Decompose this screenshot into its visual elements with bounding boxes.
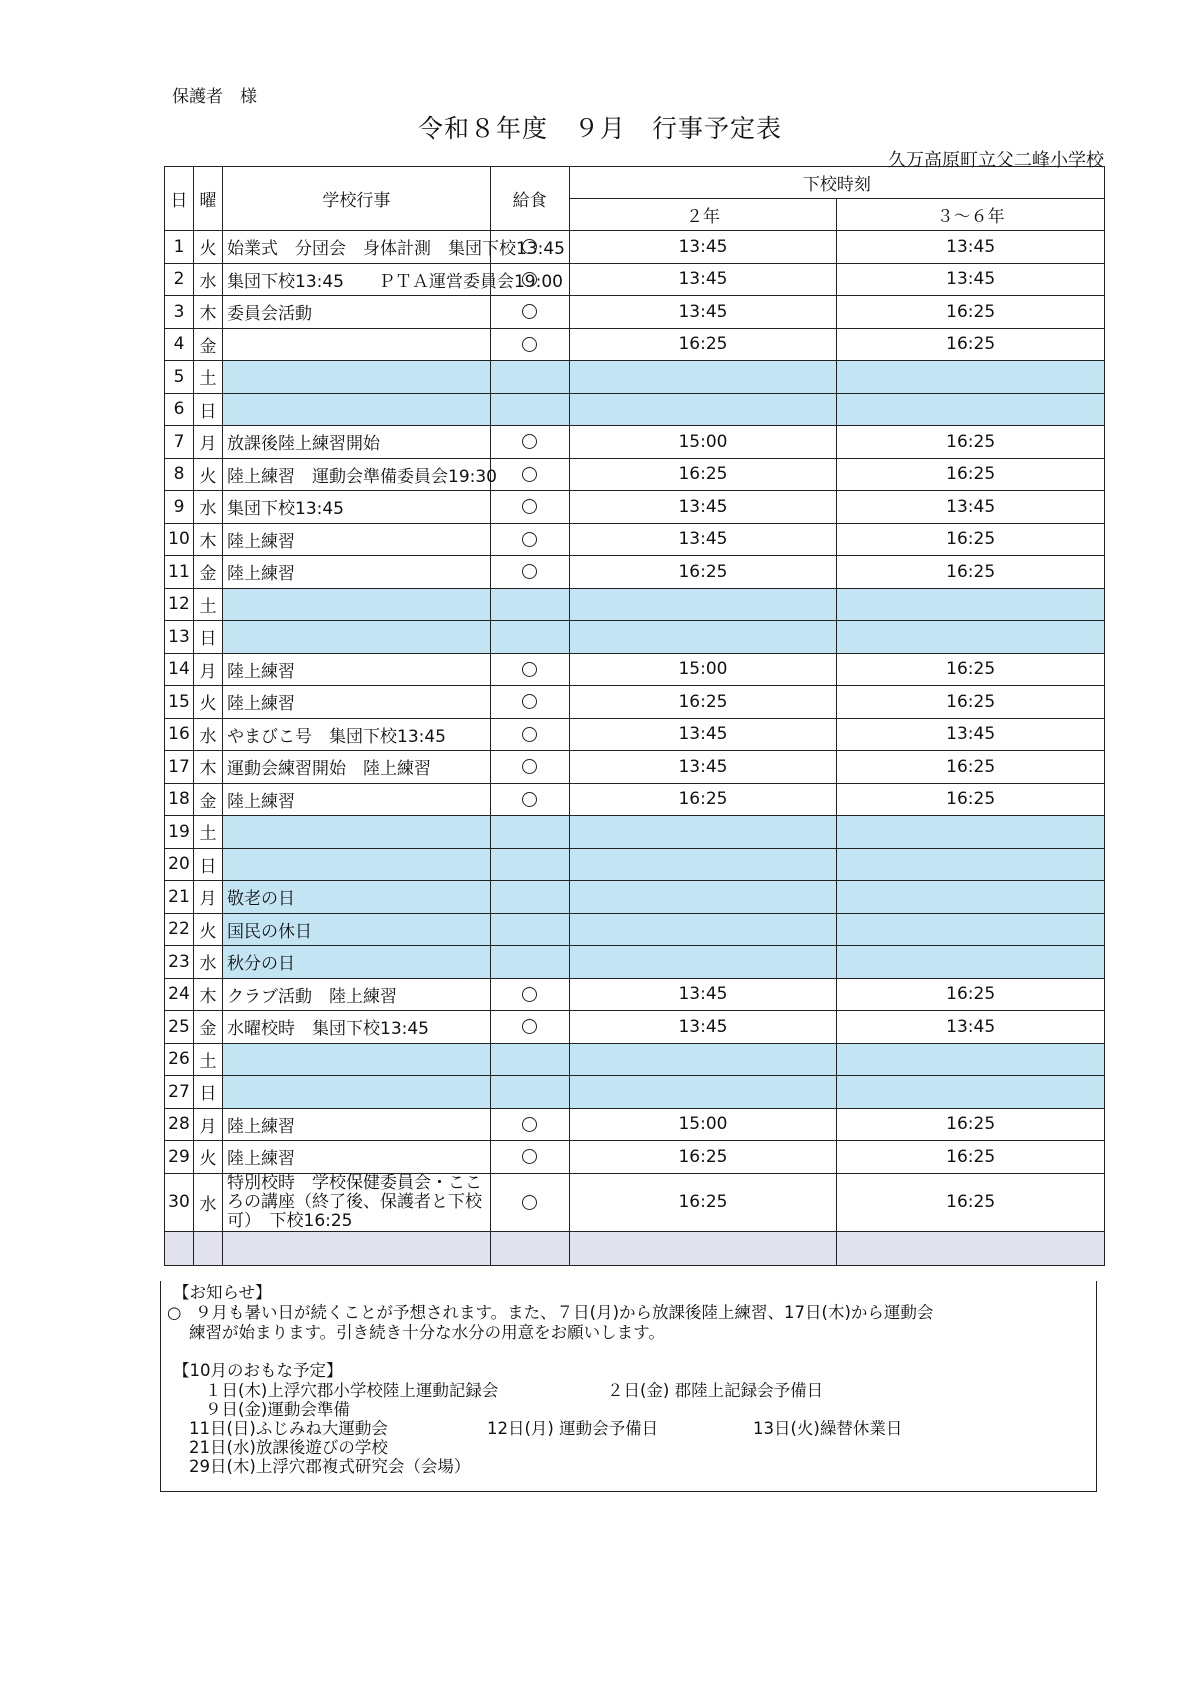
row-time-grade2: 13:45 — [569, 296, 837, 329]
row-event: 陸上練習 — [223, 523, 491, 556]
schedule-row — [165, 491, 1105, 524]
schedule-row — [165, 783, 1105, 816]
row-lunch — [490, 1011, 569, 1044]
lunch-circle-icon — [522, 792, 537, 807]
row-lunch — [490, 816, 569, 849]
row-time-grade3-6: 16:25 — [837, 1141, 1105, 1174]
row-event: 委員会活動 — [223, 296, 491, 329]
lunch-circle-icon — [522, 987, 537, 1002]
row-time-grade2: 16:25 — [569, 783, 837, 816]
blank-cell — [837, 1231, 1105, 1265]
row-day: 8 — [165, 458, 194, 491]
row-event: 集団下校13:45 — [223, 491, 491, 524]
row-time-grade2: 13:45 — [569, 751, 837, 784]
row-time-grade2 — [569, 913, 837, 946]
schedule-row — [165, 621, 1105, 654]
row-time-grade3-6: 16:25 — [837, 458, 1105, 491]
row-time-grade2 — [569, 393, 837, 426]
row-time-grade3-6: 13:45 — [837, 263, 1105, 296]
row-lunch — [490, 556, 569, 589]
row-lunch — [490, 653, 569, 686]
schedule-row — [165, 978, 1105, 1011]
row-time-grade2: 15:00 — [569, 426, 837, 459]
row-weekday: 日 — [194, 393, 223, 426]
lunch-circle-icon — [522, 337, 537, 352]
row-time-grade3-6: 13:45 — [837, 491, 1105, 524]
blank-cell — [490, 1231, 569, 1265]
schedule-row — [165, 263, 1105, 296]
row-day: 6 — [165, 393, 194, 426]
october-item: １日(木)上浮穴郡小学校陸上運動記録会 — [205, 1381, 499, 1400]
row-event — [223, 1076, 491, 1109]
header-events: 学校行事 — [223, 167, 491, 231]
row-event: 始業式 分団会 身体計測 集団下校13:45 — [223, 231, 491, 264]
row-weekday: 火 — [194, 1141, 223, 1174]
row-time-grade2: 13:45 — [569, 718, 837, 751]
row-weekday: 木 — [194, 523, 223, 556]
october-item: 29日(木)上浮穴郡複式研究会（会場） — [189, 1457, 471, 1476]
row-time-grade3-6: 16:25 — [837, 523, 1105, 556]
row-time-grade3-6 — [837, 881, 1105, 914]
row-event: 運動会練習開始 陸上練習 — [223, 751, 491, 784]
row-lunch — [490, 848, 569, 881]
row-lunch — [490, 491, 569, 524]
row-time-grade3-6 — [837, 621, 1105, 654]
schedule-row — [165, 1173, 1105, 1231]
row-time-grade3-6 — [837, 588, 1105, 621]
row-weekday: 金 — [194, 328, 223, 361]
row-lunch — [490, 783, 569, 816]
lunch-circle-icon — [522, 564, 537, 579]
row-day: 19 — [165, 816, 194, 849]
october-item: ２日(金) 郡陸上記録会予備日 — [607, 1381, 824, 1400]
row-weekday: 水 — [194, 491, 223, 524]
row-day: 16 — [165, 718, 194, 751]
lunch-circle-icon — [522, 532, 537, 547]
row-lunch — [490, 718, 569, 751]
header-weekday: 曜 — [194, 167, 223, 231]
schedule-row — [165, 523, 1105, 556]
row-event — [223, 816, 491, 849]
row-event: 陸上練習 運動会準備委員会19:30 — [223, 458, 491, 491]
row-time-grade3-6 — [837, 848, 1105, 881]
schedule-row — [165, 946, 1105, 979]
row-time-grade3-6 — [837, 361, 1105, 394]
row-time-grade2 — [569, 1043, 837, 1076]
row-time-grade3-6 — [837, 1076, 1105, 1109]
notice-line-2: 練習が始まります。引き続き十分な水分の用意をお願いします。 — [189, 1323, 665, 1342]
row-lunch — [490, 588, 569, 621]
row-time-grade2: 16:25 — [569, 458, 837, 491]
row-weekday: 金 — [194, 556, 223, 589]
row-time-grade3-6: 16:25 — [837, 1108, 1105, 1141]
row-day: 25 — [165, 1011, 194, 1044]
schedule-row — [165, 1108, 1105, 1141]
row-time-grade2 — [569, 1076, 837, 1109]
row-event: 陸上練習 — [223, 556, 491, 589]
schedule-row — [165, 426, 1105, 459]
row-time-grade2: 15:00 — [569, 1108, 837, 1141]
row-weekday: 火 — [194, 686, 223, 719]
schedule-row — [165, 556, 1105, 589]
october-item: 12日(月) 運動会予備日 — [487, 1419, 659, 1438]
row-day: 9 — [165, 491, 194, 524]
row-event — [223, 588, 491, 621]
schedule-row — [165, 231, 1105, 264]
lunch-circle-icon — [522, 1019, 537, 1034]
row-event: 陸上練習 — [223, 686, 491, 719]
row-event — [223, 393, 491, 426]
row-event: 陸上練習 — [223, 1108, 491, 1141]
row-time-grade3-6: 16:25 — [837, 426, 1105, 459]
notice-box — [160, 1281, 1097, 1492]
school-name: 久万高原町立父二峰小学校 — [888, 150, 1104, 171]
row-event: 陸上練習 — [223, 783, 491, 816]
schedule-row — [165, 653, 1105, 686]
row-time-grade2: 16:25 — [569, 686, 837, 719]
row-time-grade2: 13:45 — [569, 491, 837, 524]
addressee: 保護者 様 — [172, 87, 257, 107]
row-day: 24 — [165, 978, 194, 1011]
row-time-grade2 — [569, 881, 837, 914]
row-weekday: 月 — [194, 881, 223, 914]
row-time-grade3-6 — [837, 816, 1105, 849]
header-grade3-6: ３～６年 — [837, 199, 1105, 231]
october-item: 13日(火)繰替休業日 — [753, 1419, 903, 1438]
row-day: 11 — [165, 556, 194, 589]
row-day: 13 — [165, 621, 194, 654]
row-time-grade3-6: 16:25 — [837, 978, 1105, 1011]
notice-body — [167, 1303, 1087, 1343]
lunch-circle-icon — [522, 662, 537, 677]
schedule-row — [165, 913, 1105, 946]
row-time-grade2: 13:45 — [569, 1011, 837, 1044]
schedule-row — [165, 751, 1105, 784]
row-day: 1 — [165, 231, 194, 264]
row-lunch — [490, 393, 569, 426]
lunch-circle-icon — [522, 759, 537, 774]
row-weekday: 金 — [194, 1011, 223, 1044]
schedule-body — [165, 231, 1105, 1266]
row-day: 28 — [165, 1108, 194, 1141]
row-time-grade2: 16:25 — [569, 1141, 837, 1174]
document-title: 令和８年度 ９月 行事予定表 — [417, 114, 782, 143]
notice-line-1: ９月も暑い日が続くことが予想されます。また、７日(月)から放課後陸上練習、17日(木)から運動会 — [195, 1303, 934, 1322]
row-day: 29 — [165, 1141, 194, 1174]
row-day: 22 — [165, 913, 194, 946]
row-event: 陸上練習 — [223, 653, 491, 686]
row-weekday: 木 — [194, 978, 223, 1011]
schedule-table — [164, 166, 1105, 1266]
row-event: やまびこ号 集団下校13:45 — [223, 718, 491, 751]
row-weekday: 水 — [194, 946, 223, 979]
row-time-grade2: 15:00 — [569, 653, 837, 686]
row-lunch — [490, 1108, 569, 1141]
schedule-row — [165, 1141, 1105, 1174]
row-weekday: 日 — [194, 621, 223, 654]
blank-cell — [165, 1231, 194, 1265]
row-day: 10 — [165, 523, 194, 556]
blank-cell — [223, 1231, 491, 1265]
row-event: 放課後陸上練習開始 — [223, 426, 491, 459]
row-time-grade2 — [569, 588, 837, 621]
schedule-row — [165, 296, 1105, 329]
schedule-row — [165, 1076, 1105, 1109]
row-weekday: 月 — [194, 426, 223, 459]
schedule-row — [165, 686, 1105, 719]
notice-mark: ○ — [167, 1303, 182, 1322]
row-time-grade3-6: 13:45 — [837, 1011, 1105, 1044]
row-time-grade3-6: 16:25 — [837, 783, 1105, 816]
row-day: 17 — [165, 751, 194, 784]
schedule-row — [165, 458, 1105, 491]
row-lunch — [490, 686, 569, 719]
row-day: 2 — [165, 263, 194, 296]
row-day: 5 — [165, 361, 194, 394]
row-weekday: 日 — [194, 848, 223, 881]
row-weekday: 水 — [194, 718, 223, 751]
row-weekday: 日 — [194, 1076, 223, 1109]
row-time-grade2: 13:45 — [569, 978, 837, 1011]
row-lunch — [490, 751, 569, 784]
row-day: 14 — [165, 653, 194, 686]
row-time-grade3-6: 13:45 — [837, 231, 1105, 264]
row-event — [223, 621, 491, 654]
row-day: 21 — [165, 881, 194, 914]
lunch-circle-icon — [522, 434, 537, 449]
row-lunch — [490, 296, 569, 329]
row-weekday: 火 — [194, 913, 223, 946]
header-day: 日 — [165, 167, 194, 231]
row-lunch — [490, 458, 569, 491]
row-event — [223, 328, 491, 361]
row-time-grade2 — [569, 621, 837, 654]
row-lunch — [490, 621, 569, 654]
october-item: 21日(水)放課後遊びの学校 — [189, 1438, 388, 1457]
lunch-circle-icon — [522, 1117, 537, 1132]
october-heading: 【10月のおもな予定】 — [173, 1361, 343, 1380]
row-time-grade2 — [569, 946, 837, 979]
row-event: 陸上練習 — [223, 1141, 491, 1174]
row-event: 水曜校時 集団下校13:45 — [223, 1011, 491, 1044]
schedule-row — [165, 393, 1105, 426]
blank-cell — [194, 1231, 223, 1265]
row-time-grade2: 13:45 — [569, 231, 837, 264]
row-weekday: 水 — [194, 263, 223, 296]
row-lunch — [490, 978, 569, 1011]
row-day: 30 — [165, 1173, 194, 1231]
row-weekday: 土 — [194, 588, 223, 621]
schedule-row — [165, 718, 1105, 751]
lunch-circle-icon — [522, 304, 537, 319]
row-day: 7 — [165, 426, 194, 459]
row-time-grade3-6: 16:25 — [837, 328, 1105, 361]
row-time-grade3-6: 16:25 — [837, 296, 1105, 329]
row-time-grade3-6: 16:25 — [837, 751, 1105, 784]
row-event: 敬老の日 — [223, 881, 491, 914]
row-lunch — [490, 523, 569, 556]
row-time-grade3-6: 16:25 — [837, 556, 1105, 589]
row-lunch — [490, 881, 569, 914]
row-event — [223, 361, 491, 394]
row-event: 特別校時 学校保健委員会・こころの講座（終了後、保護者と下校可） 下校16:25 — [223, 1173, 491, 1231]
row-time-grade2: 16:25 — [569, 556, 837, 589]
row-time-grade2 — [569, 816, 837, 849]
lunch-circle-icon — [522, 467, 537, 482]
row-time-grade2 — [569, 848, 837, 881]
row-weekday: 金 — [194, 783, 223, 816]
row-lunch — [490, 913, 569, 946]
row-lunch — [490, 1043, 569, 1076]
schedule-row — [165, 588, 1105, 621]
notice-heading: 【お知らせ】 — [173, 1283, 272, 1302]
blank-cell — [569, 1231, 837, 1265]
lunch-circle-icon — [522, 1195, 537, 1210]
row-time-grade2: 13:45 — [569, 263, 837, 296]
lunch-circle-icon — [522, 499, 537, 514]
row-time-grade3-6: 16:25 — [837, 653, 1105, 686]
schedule-row — [165, 361, 1105, 394]
row-event: 集団下校13:45 ＰＴＡ運営委員会19:00 — [223, 263, 491, 296]
row-event: 国民の休日 — [223, 913, 491, 946]
october-item: ９日(金)運動会準備 — [205, 1400, 350, 1419]
row-event: クラブ活動 陸上練習 — [223, 978, 491, 1011]
row-lunch — [490, 328, 569, 361]
row-day: 15 — [165, 686, 194, 719]
row-event — [223, 848, 491, 881]
row-day: 27 — [165, 1076, 194, 1109]
row-weekday: 月 — [194, 1108, 223, 1141]
lunch-circle-icon — [522, 694, 537, 709]
row-weekday: 土 — [194, 1043, 223, 1076]
lunch-circle-icon — [522, 727, 537, 742]
row-weekday: 水 — [194, 1173, 223, 1231]
row-time-grade2 — [569, 361, 837, 394]
row-lunch — [490, 426, 569, 459]
row-weekday: 火 — [194, 231, 223, 264]
header-dismissal: 下校時刻 — [569, 167, 1104, 199]
row-time-grade3-6: 16:25 — [837, 686, 1105, 719]
row-weekday: 土 — [194, 361, 223, 394]
lunch-circle-icon — [522, 1149, 537, 1164]
row-lunch — [490, 1173, 569, 1231]
schedule-row — [165, 328, 1105, 361]
lunch-circle-icon — [522, 239, 537, 254]
row-time-grade3-6: 16:25 — [837, 1173, 1105, 1231]
row-day: 20 — [165, 848, 194, 881]
row-day: 18 — [165, 783, 194, 816]
row-event: 秋分の日 — [223, 946, 491, 979]
row-day: 23 — [165, 946, 194, 979]
row-time-grade3-6 — [837, 393, 1105, 426]
row-time-grade3-6 — [837, 946, 1105, 979]
blank-row — [165, 1231, 1105, 1265]
row-lunch — [490, 1141, 569, 1174]
row-event — [223, 1043, 491, 1076]
row-weekday: 土 — [194, 816, 223, 849]
row-time-grade2: 16:25 — [569, 1173, 837, 1231]
october-item: 11日(日)ふじみね大運動会 — [189, 1419, 388, 1438]
row-time-grade3-6 — [837, 1043, 1105, 1076]
row-weekday: 月 — [194, 653, 223, 686]
row-time-grade2: 16:25 — [569, 328, 837, 361]
row-day: 4 — [165, 328, 194, 361]
row-weekday: 木 — [194, 751, 223, 784]
schedule-row — [165, 816, 1105, 849]
row-lunch — [490, 361, 569, 394]
lunch-circle-icon — [522, 272, 537, 287]
schedule-row — [165, 1043, 1105, 1076]
row-day: 3 — [165, 296, 194, 329]
header-lunch: 給食 — [490, 167, 569, 231]
row-lunch — [490, 946, 569, 979]
row-day: 26 — [165, 1043, 194, 1076]
header-grade2: ２年 — [569, 199, 837, 231]
row-lunch — [490, 1076, 569, 1109]
schedule-row — [165, 881, 1105, 914]
schedule-row — [165, 848, 1105, 881]
row-time-grade3-6 — [837, 913, 1105, 946]
row-weekday: 火 — [194, 458, 223, 491]
row-time-grade3-6: 13:45 — [837, 718, 1105, 751]
row-time-grade2: 13:45 — [569, 523, 837, 556]
schedule-row — [165, 1011, 1105, 1044]
row-weekday: 木 — [194, 296, 223, 329]
row-day: 12 — [165, 588, 194, 621]
